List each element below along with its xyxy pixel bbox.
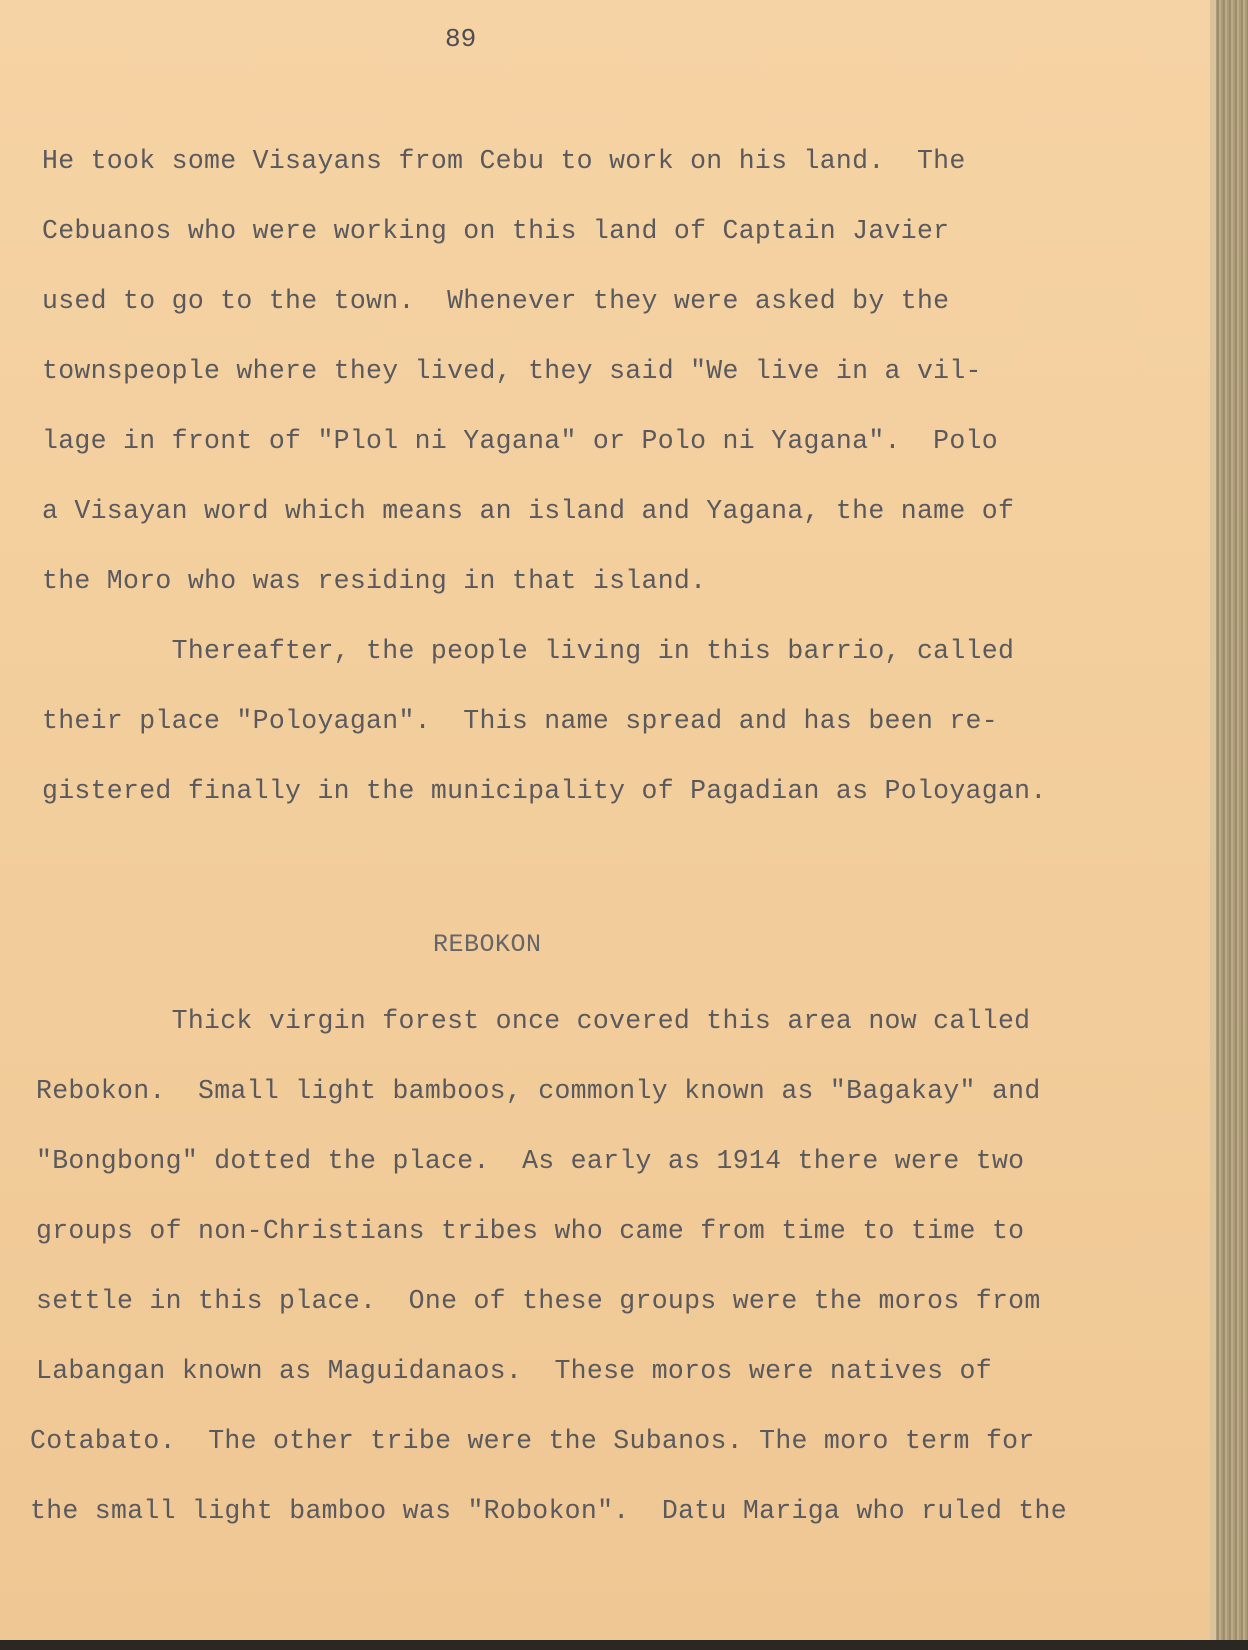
text-line: gistered finally in the municipality of Pagadian as Poloyagan. [42,776,1047,806]
text-line: the small light bamboo was "Robokon". Datu Mariga who ruled the [30,1496,1067,1526]
text-line: the Moro who was residing in that island. [42,566,707,596]
page-number: 89 [445,24,477,54]
text-line: Cotabato. The other tribe were the Subanos. The moro term for [30,1426,1035,1456]
text-line: Rebokon. Small light bamboos, commonly known as "Bagakay" and [36,1076,1041,1106]
text-line: Cebuanos who were working on this land of Captain Javier [42,216,950,246]
text-line: lage in front of "Plol ni Yagana" or Polo ni Yagana". Polo [42,426,998,456]
section-heading: REBOKON [433,930,542,959]
text-line: Thereafter, the people living in this barrio, called [42,636,1015,666]
book-binding-edge [1210,0,1248,1650]
text-line: used to go to the town. Whenever they were asked by the [42,286,950,316]
text-line: settle in this place. One of these groups were the moros from [36,1286,1041,1316]
text-line: "Bongbong" dotted the place. As early as 1914 there were two [36,1146,1025,1176]
text-line: groups of non-Christians tribes who came from time to time to [36,1216,1025,1246]
text-line: He took some Visayans from Cebu to work on his land. The [42,146,966,176]
text-line: Labangan known as Maguidanaos. These moros were natives of [36,1356,992,1386]
text-line: Thick virgin forest once covered this area now called [42,1006,1031,1036]
page-bottom-shadow [0,1640,1248,1650]
text-line: a Visayan word which means an island and Yagana, the name of [42,496,1015,526]
text-line: townspeople where they lived, they said "We live in a vil- [42,356,982,386]
text-line: their place "Poloyagan". This name spread and has been re- [42,706,998,736]
